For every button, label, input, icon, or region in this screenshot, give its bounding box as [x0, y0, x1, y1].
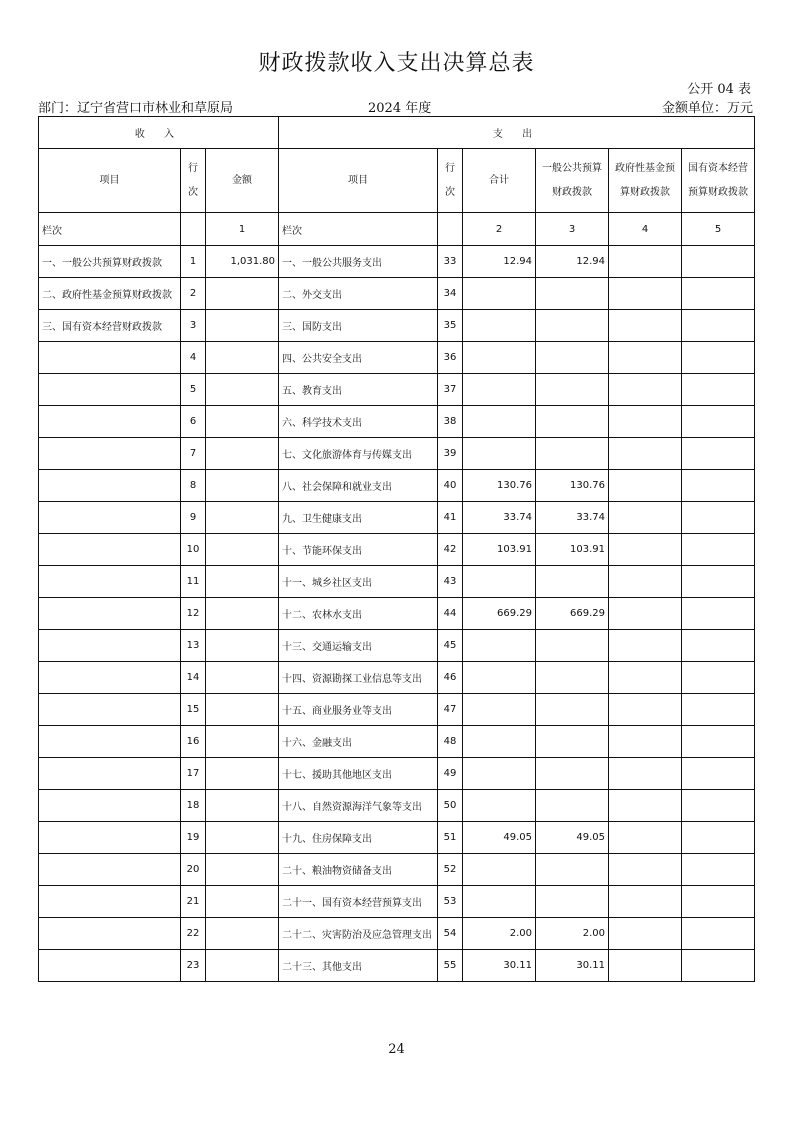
- income-amount-cell: [206, 694, 279, 726]
- state-capital-cell: [682, 694, 755, 726]
- income-item-cell: [39, 854, 181, 886]
- income-amount-cell: [206, 406, 279, 438]
- income-amount-cell: [206, 342, 279, 374]
- income-item-cell: [39, 502, 181, 534]
- header-income-line: 行次: [181, 149, 206, 213]
- gov-fund-cell: [609, 822, 682, 854]
- state-capital-cell: [682, 630, 755, 662]
- expense-total-cell: 12.94: [463, 246, 536, 278]
- gov-fund-cell: [609, 886, 682, 918]
- gov-fund-cell: [609, 630, 682, 662]
- expense-item-cell: 二十、粮油物资储备支出: [279, 854, 438, 886]
- gov-fund-cell: [609, 566, 682, 598]
- income-line-cell: 21: [181, 886, 206, 918]
- income-item-cell: [39, 438, 181, 470]
- income-line-cell: 17: [181, 758, 206, 790]
- income-section-header: 收 入: [39, 117, 279, 149]
- income-line-cell: 20: [181, 854, 206, 886]
- table-row: [39, 854, 755, 886]
- general-budget-cell: 2.00: [536, 918, 609, 950]
- income-line-cell: 2: [181, 278, 206, 310]
- amount-unit: 金额单位：万元: [661, 101, 753, 116]
- table-row: [39, 470, 755, 502]
- expense-item-cell: 七、文化旅游体育与传媒支出: [279, 438, 438, 470]
- expense-item-cell: 二十三、其他支出: [279, 950, 438, 982]
- table-row: [39, 694, 755, 726]
- col-number-blank: [181, 213, 206, 246]
- table-row: [39, 822, 755, 854]
- column-number-row: [39, 213, 755, 246]
- income-item-cell: [39, 598, 181, 630]
- expense-total-cell: 130.76: [463, 470, 536, 502]
- expense-line-cell: 53: [438, 886, 463, 918]
- table-row: [39, 342, 755, 374]
- general-budget-cell: 49.05: [536, 822, 609, 854]
- state-capital-cell: [682, 822, 755, 854]
- income-item-cell: 三、国有资本经营财政拨款: [39, 310, 181, 342]
- header-expense-item: 项目: [279, 149, 438, 213]
- general-budget-cell: [536, 726, 609, 758]
- expense-total-cell: [463, 662, 536, 694]
- general-budget-cell: [536, 374, 609, 406]
- income-amount-cell: [206, 822, 279, 854]
- table-row: [39, 566, 755, 598]
- expense-total-cell: [463, 438, 536, 470]
- table-row: [39, 758, 755, 790]
- income-item-cell: [39, 374, 181, 406]
- expense-line-cell: 51: [438, 822, 463, 854]
- income-amount-cell: [206, 726, 279, 758]
- gov-fund-cell: [609, 534, 682, 566]
- expense-line-cell: 52: [438, 854, 463, 886]
- income-amount-cell: [206, 854, 279, 886]
- expense-line-cell: 34: [438, 278, 463, 310]
- table-row: [39, 886, 755, 918]
- state-capital-cell: [682, 886, 755, 918]
- general-budget-cell: [536, 886, 609, 918]
- income-line-cell: 8: [181, 470, 206, 502]
- income-amount-cell: [206, 566, 279, 598]
- state-capital-cell: [682, 310, 755, 342]
- state-capital-cell: [682, 246, 755, 278]
- income-amount-cell: [206, 502, 279, 534]
- expense-total-cell: 103.91: [463, 534, 536, 566]
- income-line-cell: 16: [181, 726, 206, 758]
- expense-total-cell: [463, 694, 536, 726]
- expense-item-cell: 十八、自然资源海洋气象等支出: [279, 790, 438, 822]
- expense-total-cell: [463, 278, 536, 310]
- general-budget-cell: [536, 758, 609, 790]
- gov-fund-cell: [609, 950, 682, 982]
- gov-fund-cell: [609, 438, 682, 470]
- col-number-blank: [438, 213, 463, 246]
- income-item-cell: [39, 790, 181, 822]
- expense-total-cell: [463, 758, 536, 790]
- income-amount-cell: [206, 630, 279, 662]
- expense-line-cell: 35: [438, 310, 463, 342]
- income-amount-cell: 1,031.80: [206, 246, 279, 278]
- gov-fund-cell: [609, 918, 682, 950]
- expense-item-cell: 十六、金融支出: [279, 726, 438, 758]
- state-capital-cell: [682, 502, 755, 534]
- meta-line: [38, 97, 753, 115]
- income-line-cell: 14: [181, 662, 206, 694]
- state-capital-cell: [682, 598, 755, 630]
- general-budget-cell: 103.91: [536, 534, 609, 566]
- gov-fund-cell: [609, 854, 682, 886]
- expense-item-cell: 二、外交支出: [279, 278, 438, 310]
- gov-fund-cell: [609, 662, 682, 694]
- income-amount-cell: [206, 790, 279, 822]
- income-line-cell: 3: [181, 310, 206, 342]
- table-row: [39, 310, 755, 342]
- state-capital-cell: [682, 854, 755, 886]
- gov-fund-cell: [609, 246, 682, 278]
- column-header-row: [39, 149, 755, 213]
- expense-total-cell: 30.11: [463, 950, 536, 982]
- income-amount-cell: [206, 310, 279, 342]
- table-row: [39, 278, 755, 310]
- income-line-cell: 4: [181, 342, 206, 374]
- general-budget-cell: [536, 278, 609, 310]
- gov-fund-cell: [609, 278, 682, 310]
- expense-total-cell: [463, 566, 536, 598]
- expense-line-cell: 36: [438, 342, 463, 374]
- income-item-cell: [39, 342, 181, 374]
- general-budget-cell: 669.29: [536, 598, 609, 630]
- expense-item-cell: 十五、商业服务业等支出: [279, 694, 438, 726]
- gov-fund-cell: [609, 406, 682, 438]
- income-item-cell: [39, 918, 181, 950]
- table-row: [39, 438, 755, 470]
- expense-total-cell: [463, 630, 536, 662]
- expense-total-cell: [463, 726, 536, 758]
- income-line-cell: 19: [181, 822, 206, 854]
- income-line-cell: 15: [181, 694, 206, 726]
- income-item-cell: [39, 726, 181, 758]
- header-general-budget: 一般公共预算财政拨款: [536, 149, 609, 213]
- income-item-cell: [39, 566, 181, 598]
- col-number-fund: 4: [609, 213, 682, 246]
- income-line-cell: 9: [181, 502, 206, 534]
- income-item-cell: 一、一般公共预算财政拨款: [39, 246, 181, 278]
- general-budget-cell: [536, 406, 609, 438]
- col-number-amount: 1: [206, 213, 279, 246]
- general-budget-cell: [536, 662, 609, 694]
- expense-item-cell: 二十二、灾害防治及应急管理支出: [279, 918, 438, 950]
- expense-item-cell: 五、教育支出: [279, 374, 438, 406]
- state-capital-cell: [682, 278, 755, 310]
- header-gov-fund: 政府性基金预算财政拨款: [609, 149, 682, 213]
- table-row: [39, 534, 755, 566]
- gov-fund-cell: [609, 310, 682, 342]
- general-budget-cell: [536, 854, 609, 886]
- general-budget-cell: [536, 694, 609, 726]
- col-number-capital: 5: [682, 213, 755, 246]
- form-number: 公开 04 表: [687, 82, 751, 97]
- expense-line-cell: 37: [438, 374, 463, 406]
- income-amount-cell: [206, 470, 279, 502]
- income-item-cell: [39, 630, 181, 662]
- expense-line-cell: 55: [438, 950, 463, 982]
- table-row: [39, 662, 755, 694]
- state-capital-cell: [682, 406, 755, 438]
- expense-line-cell: 54: [438, 918, 463, 950]
- income-amount-cell: [206, 278, 279, 310]
- state-capital-cell: [682, 438, 755, 470]
- table-row: [39, 502, 755, 534]
- income-line-cell: 13: [181, 630, 206, 662]
- income-line-cell: 23: [181, 950, 206, 982]
- expense-total-cell: 669.29: [463, 598, 536, 630]
- expense-item-cell: 一、一般公共服务支出: [279, 246, 438, 278]
- state-capital-cell: [682, 758, 755, 790]
- expense-line-cell: 41: [438, 502, 463, 534]
- table-row: [39, 406, 755, 438]
- income-line-cell: 12: [181, 598, 206, 630]
- general-budget-cell: [536, 342, 609, 374]
- state-capital-cell: [682, 374, 755, 406]
- header-income-item: 项目: [39, 149, 181, 213]
- income-line-cell: 5: [181, 374, 206, 406]
- fiscal-year: 2024 年度: [368, 101, 432, 116]
- table-row: [39, 246, 755, 278]
- income-amount-cell: [206, 534, 279, 566]
- col-number-total: 2: [463, 213, 536, 246]
- expense-total-cell: 33.74: [463, 502, 536, 534]
- income-line-cell: 18: [181, 790, 206, 822]
- income-amount-cell: [206, 598, 279, 630]
- general-budget-cell: [536, 630, 609, 662]
- income-amount-cell: [206, 950, 279, 982]
- expense-item-cell: 四、公共安全支出: [279, 342, 438, 374]
- gov-fund-cell: [609, 502, 682, 534]
- expense-line-cell: 44: [438, 598, 463, 630]
- income-line-cell: 7: [181, 438, 206, 470]
- expense-item-cell: 十一、城乡社区支出: [279, 566, 438, 598]
- expense-line-cell: 33: [438, 246, 463, 278]
- income-line-cell: 10: [181, 534, 206, 566]
- department-label: 部门：辽宁省营口市林业和草原局: [38, 101, 234, 116]
- gov-fund-cell: [609, 694, 682, 726]
- income-line-cell: 6: [181, 406, 206, 438]
- expense-line-cell: 43: [438, 566, 463, 598]
- gov-fund-cell: [609, 470, 682, 502]
- expense-line-cell: 42: [438, 534, 463, 566]
- page-title: 财政拨款收入支出决算总表: [258, 51, 535, 76]
- expense-item-cell: 十二、农林水支出: [279, 598, 438, 630]
- section-header-row: [39, 117, 755, 149]
- income-line-cell: 11: [181, 566, 206, 598]
- expense-total-cell: [463, 374, 536, 406]
- expense-item-cell: 九、卫生健康支出: [279, 502, 438, 534]
- general-budget-cell: [536, 790, 609, 822]
- state-capital-cell: [682, 534, 755, 566]
- expense-line-cell: 45: [438, 630, 463, 662]
- expense-total-cell: [463, 342, 536, 374]
- income-item-cell: [39, 470, 181, 502]
- state-capital-cell: [682, 662, 755, 694]
- expense-item-cell: 十四、资源勘探工业信息等支出: [279, 662, 438, 694]
- general-budget-cell: [536, 566, 609, 598]
- state-capital-cell: [682, 790, 755, 822]
- header-total: 合计: [463, 149, 536, 213]
- expense-total-cell: [463, 790, 536, 822]
- col-number-general: 3: [536, 213, 609, 246]
- gov-fund-cell: [609, 374, 682, 406]
- income-line-cell: 1: [181, 246, 206, 278]
- gov-fund-cell: [609, 342, 682, 374]
- expense-line-cell: 46: [438, 662, 463, 694]
- table-row: [39, 598, 755, 630]
- income-item-cell: [39, 950, 181, 982]
- income-item-cell: [39, 694, 181, 726]
- header-state-capital: 国有资本经营预算财政拨款: [682, 149, 755, 213]
- col-number-exp-label: 栏次: [279, 213, 438, 246]
- table-row: [39, 918, 755, 950]
- expense-line-cell: 39: [438, 438, 463, 470]
- expense-section-header: 支 出: [279, 117, 755, 149]
- header-income-amount: 金额: [206, 149, 279, 213]
- general-budget-cell: 130.76: [536, 470, 609, 502]
- income-item-cell: [39, 406, 181, 438]
- expense-total-cell: [463, 406, 536, 438]
- page-number: 24: [388, 1042, 405, 1057]
- expense-item-cell: 八、社会保障和就业支出: [279, 470, 438, 502]
- budget-summary-table: [38, 116, 755, 982]
- state-capital-cell: [682, 950, 755, 982]
- income-amount-cell: [206, 758, 279, 790]
- expense-item-cell: 十、节能环保支出: [279, 534, 438, 566]
- general-budget-cell: [536, 310, 609, 342]
- income-item-cell: [39, 662, 181, 694]
- general-budget-cell: 33.74: [536, 502, 609, 534]
- expense-line-cell: 50: [438, 790, 463, 822]
- expense-line-cell: 48: [438, 726, 463, 758]
- income-amount-cell: [206, 374, 279, 406]
- income-amount-cell: [206, 918, 279, 950]
- gov-fund-cell: [609, 790, 682, 822]
- header-expense-line: 行次: [438, 149, 463, 213]
- income-line-cell: 22: [181, 918, 206, 950]
- gov-fund-cell: [609, 758, 682, 790]
- expense-line-cell: 38: [438, 406, 463, 438]
- expense-line-cell: 49: [438, 758, 463, 790]
- general-budget-cell: 12.94: [536, 246, 609, 278]
- income-item-cell: [39, 534, 181, 566]
- expense-line-cell: 40: [438, 470, 463, 502]
- general-budget-cell: [536, 438, 609, 470]
- expense-total-cell: 2.00: [463, 918, 536, 950]
- table-row: [39, 790, 755, 822]
- income-item-cell: 二、政府性基金预算财政拨款: [39, 278, 181, 310]
- table-row: [39, 374, 755, 406]
- gov-fund-cell: [609, 598, 682, 630]
- expense-total-cell: 49.05: [463, 822, 536, 854]
- gov-fund-cell: [609, 726, 682, 758]
- expense-total-cell: [463, 310, 536, 342]
- income-amount-cell: [206, 438, 279, 470]
- col-number-label: 栏次: [39, 213, 181, 246]
- state-capital-cell: [682, 342, 755, 374]
- state-capital-cell: [682, 566, 755, 598]
- income-amount-cell: [206, 886, 279, 918]
- expense-total-cell: [463, 886, 536, 918]
- income-item-cell: [39, 758, 181, 790]
- expense-item-cell: 六、科学技术支出: [279, 406, 438, 438]
- expense-total-cell: [463, 854, 536, 886]
- table-row: [39, 950, 755, 982]
- general-budget-cell: 30.11: [536, 950, 609, 982]
- state-capital-cell: [682, 726, 755, 758]
- income-amount-cell: [206, 662, 279, 694]
- expense-item-cell: 十三、交通运输支出: [279, 630, 438, 662]
- table-row: [39, 726, 755, 758]
- expense-item-cell: 十九、住房保障支出: [279, 822, 438, 854]
- state-capital-cell: [682, 470, 755, 502]
- table-row: [39, 630, 755, 662]
- expense-item-cell: 三、国防支出: [279, 310, 438, 342]
- expense-item-cell: 十七、援助其他地区支出: [279, 758, 438, 790]
- expense-line-cell: 47: [438, 694, 463, 726]
- expense-item-cell: 二十一、国有资本经营预算支出: [279, 886, 438, 918]
- income-item-cell: [39, 886, 181, 918]
- income-item-cell: [39, 822, 181, 854]
- state-capital-cell: [682, 918, 755, 950]
